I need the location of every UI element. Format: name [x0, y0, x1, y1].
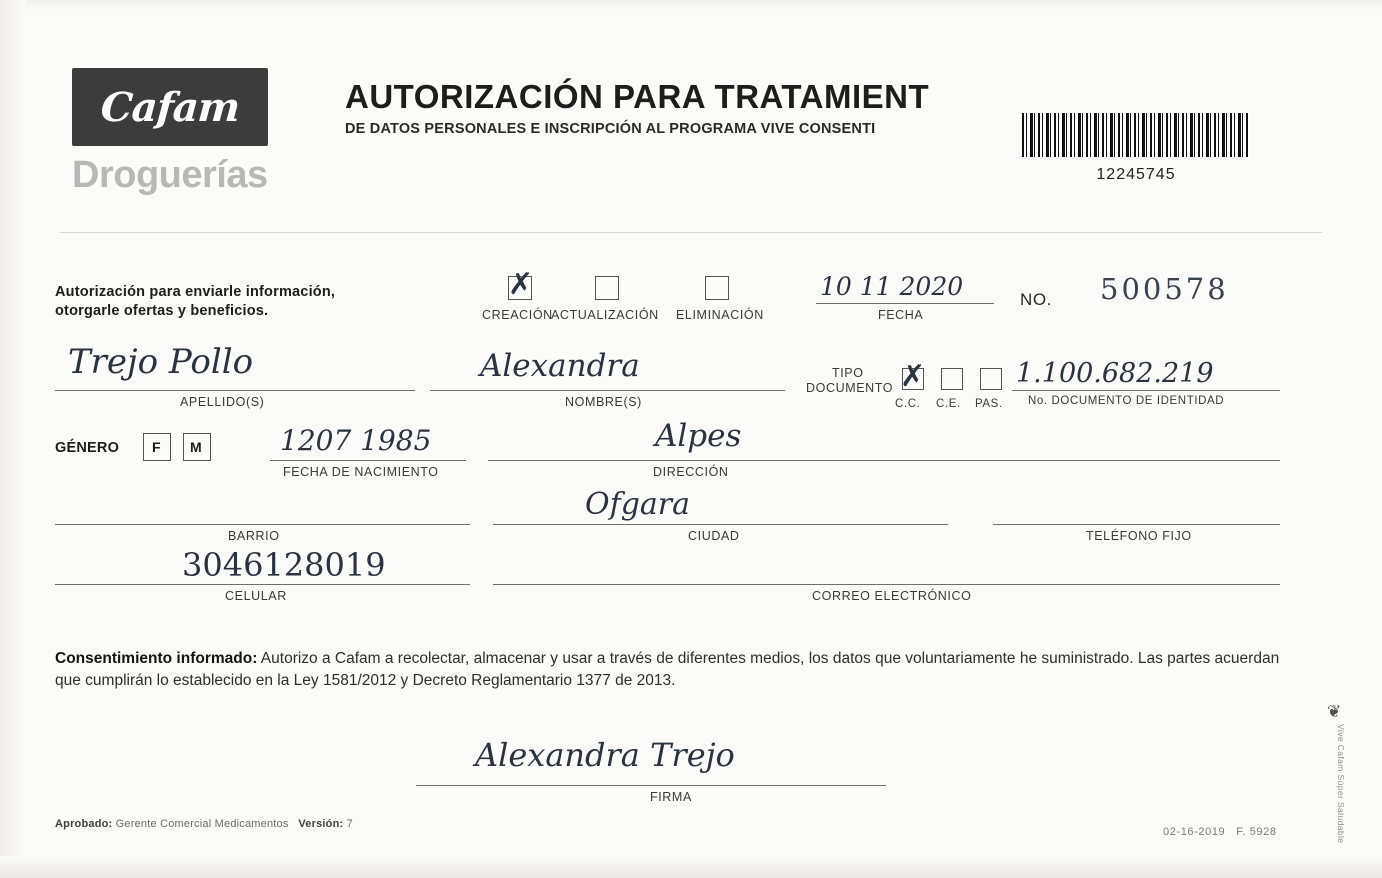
genero-option-m-label: M — [190, 439, 203, 455]
barcode-number: 12245745 — [1096, 166, 1176, 183]
footer-version-value: 7 — [346, 818, 353, 830]
correo-line — [493, 584, 1280, 585]
tipo-documento-label-1: TIPO — [832, 366, 864, 380]
footer-approval — [55, 818, 353, 830]
title-block — [345, 78, 1005, 137]
scan-edge-top — [0, 0, 1382, 10]
apellido-label: APELLIDO(S) — [180, 395, 265, 409]
celular-value: 3046128019 — [182, 546, 386, 584]
label-pas: PAS. — [975, 398, 1003, 410]
cafam-logo-text: Cafam — [99, 83, 241, 131]
documento-identidad-line — [1012, 390, 1280, 391]
header-divider — [60, 232, 1322, 233]
cafam-logo-subtitle: Droguerías — [72, 154, 268, 196]
correo-label: CORREO ELECTRÓNICO — [812, 589, 972, 603]
ciudad-value: Ofgara — [585, 487, 691, 522]
celular-line — [55, 584, 470, 585]
consent-heading: Consentimiento informado: — [55, 650, 258, 667]
footer-approved-label: Aprobado: — [55, 818, 113, 830]
consent-text: Autorizo a Cafam a recolectar, almacenar y usar a través de diferentes medios, los datos que voluntariamente he suministrado. Las partes acuerdan que cumplirán lo establecido en la Ley 1581/2012 y Decreto Reglamentario 1377 de 2013. — [55, 650, 1280, 690]
scan-edge-bottom — [0, 856, 1382, 878]
nombre-line — [430, 390, 785, 391]
consent-paragraph — [55, 648, 1305, 693]
genero-label: GÉNERO — [55, 440, 120, 456]
footer-codes — [1163, 826, 1277, 838]
ciudad-label: CIUDAD — [688, 529, 740, 543]
label-cc: C.C. — [895, 398, 921, 410]
footer-version-label: Versión: — [298, 818, 344, 830]
ciudad-line — [493, 524, 948, 525]
firma-value: Alexandra Trejo — [475, 736, 735, 774]
direccion-label: DIRECCIÓN — [653, 465, 729, 479]
fecha-nacimiento-label: FECHA DE NACIMIENTO — [283, 465, 439, 479]
footer-form-code: F. 5928 — [1236, 826, 1277, 838]
leaf-icon: ❦ — [1327, 702, 1342, 721]
page-title: AUTORIZACIÓN PARA TRATAMIENT — [345, 78, 930, 115]
fecha-nacimiento-value: 1207 1985 — [280, 424, 432, 457]
label-creacion: CREACIÓN — [482, 308, 553, 322]
checkbox-pas[interactable] — [980, 368, 1002, 390]
telefono-fijo-label: TELÉFONO FIJO — [1086, 529, 1192, 543]
cafam-logo — [72, 68, 268, 197]
nombre-value: Alexandra — [480, 348, 640, 384]
numero-value: 500578 — [1100, 272, 1229, 306]
numero-label: NO. — [1020, 290, 1053, 309]
footer-side-text: Vive Cafam Súper Saludable — [1336, 724, 1346, 844]
fecha-value: 10 11 2020 — [820, 272, 964, 301]
genero-option-f-label: F — [152, 439, 162, 455]
label-actualizacion: ACTUALIZACIÓN — [551, 308, 659, 322]
firma-label: FIRMA — [650, 790, 692, 804]
cafam-logo-mark — [72, 68, 268, 146]
label-eliminacion: ELIMINACIÓN — [676, 308, 764, 322]
footer-approved-value: Gerente Comercial Medicamentos — [115, 818, 289, 830]
footer-date-code: 02-16-2019 — [1163, 826, 1226, 838]
barcode-block — [1022, 113, 1250, 184]
fecha-nacimiento-line — [270, 460, 466, 461]
barrio-line — [55, 524, 470, 525]
barcode-image — [1022, 113, 1250, 157]
firma-line — [416, 785, 886, 786]
checkmark-creacion: ✗ — [508, 267, 534, 302]
nombre-label: NOMBRE(S) — [565, 395, 642, 409]
apellido-value: Trejo Pollo — [68, 342, 254, 382]
telefono-fijo-line — [993, 524, 1280, 525]
celular-label: CELULAR — [225, 589, 287, 603]
checkbox-eliminacion[interactable] — [705, 276, 729, 300]
intro-line-2: otorgarle ofertas y beneficios. — [55, 303, 269, 319]
checkbox-actualizacion[interactable] — [595, 276, 619, 300]
scan-edge-left — [0, 0, 26, 878]
documento-identidad-value: 1.100.682.219 — [1016, 358, 1214, 389]
page-subtitle: DE DATOS PERSONALES E INSCRIPCIÓN AL PROGRAMA VIVE CONSENTI — [345, 121, 876, 137]
direccion-line — [488, 460, 1280, 461]
documento-identidad-label: No. DOCUMENTO DE IDENTIDAD — [1028, 395, 1225, 407]
checkmark-cc: ✗ — [900, 359, 926, 394]
intro-line-1: Autorización para enviarle información, — [55, 284, 336, 300]
direccion-value: Alpes — [655, 418, 742, 454]
barrio-label: BARRIO — [228, 529, 280, 543]
tipo-documento-label-2: DOCUMENTO — [806, 381, 894, 395]
label-ce: C.E. — [936, 398, 961, 410]
apellido-line — [55, 390, 415, 391]
checkbox-ce[interactable] — [941, 368, 963, 390]
fecha-line — [816, 303, 994, 304]
fecha-label: FECHA — [878, 308, 924, 322]
